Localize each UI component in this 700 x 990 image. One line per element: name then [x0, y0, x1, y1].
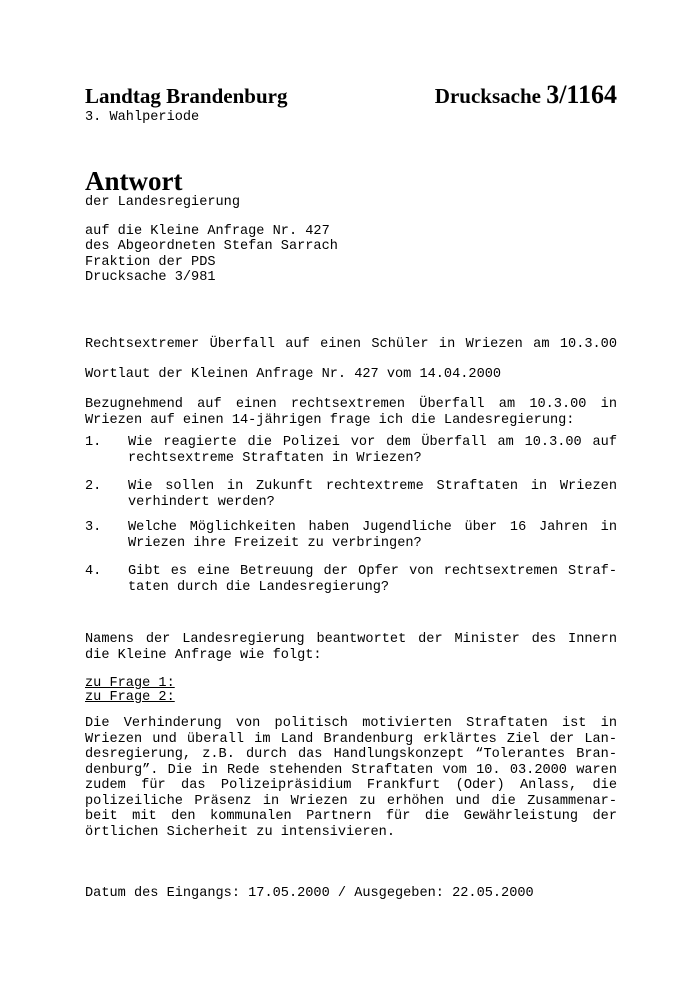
legislative-period: 3. Wahlperiode: [85, 110, 200, 125]
question-text: Welche Möglichkeiten haben Jugendliche über 16 Jahren in: [128, 520, 617, 535]
answer-row: Wriezen und überall im Land Brandenburg erklärtes Ziel der Lan-: [85, 731, 617, 747]
receipt-footer: Datum des Eingangs: 17.05.2000 / Ausgegeben: 22.05.2000: [85, 886, 534, 901]
drucksache-reference: [435, 82, 617, 109]
answer-intro-row: die Kleine Anfrage wie folgt:: [85, 647, 322, 663]
question-text: Wriezen ihre Freizeit zu verbringen?: [128, 535, 422, 551]
answer-intro-row: Namens der Landesregierung beantwortet der Minister des Innern: [85, 632, 617, 647]
answer-row: Die Verhinderung von politisch motivierten Straftaten ist in: [85, 716, 617, 731]
answer-row: desregierung, z.B. durch das Handlungskonzept “Tolerantes Bran-: [85, 747, 617, 762]
preamble-row: Bezugnehmend auf einen rechtsextremen Überfall am 10.3.00 in: [85, 397, 617, 412]
document-type-title: Antwort: [85, 166, 183, 196]
answer-reference: zu Frage 1:: [85, 676, 175, 691]
answer-row: örtlichen Sicherheit zu intensivieren.: [85, 824, 395, 840]
document-page: [85, 0, 617, 990]
question-number: 2.: [85, 479, 102, 494]
subject-line: Rechtsextremer Überfall auf einen Schüler in Wriezen am 10.3.00: [85, 337, 617, 352]
question-text: Wie reagierte die Polizei vor dem Überfall am 10.3.00 auf: [128, 435, 617, 450]
drucksache-label: Drucksache: [434, 84, 541, 108]
answer-reference: zu Frage 2:: [85, 690, 175, 705]
question-text: verhindert werden?: [128, 494, 275, 510]
intro-line: der Landesregierung: [85, 195, 240, 210]
parliament-name: Landtag Brandenburg: [85, 84, 288, 108]
answer-row: zudem für das Polizeipräsidium Frankfurt (Oder) Anlass, die: [85, 778, 617, 793]
question-text: taten durch die Landesregierung?: [128, 579, 390, 595]
intro-line: des Abgeordneten Stefan Sarrach: [85, 239, 338, 254]
preamble-row: Wriezen auf einen 14-jährigen frage ich die Landesregierung:: [85, 412, 575, 428]
answer-intro: [85, 632, 617, 663]
answer-body: [85, 716, 617, 840]
answer-row: denburg”. Die in Rede stehenden Straftaten vom 10. 03.2000 waren: [85, 762, 617, 778]
question-number: 4.: [85, 564, 102, 579]
question-number: 1.: [85, 435, 102, 450]
drucksache-number: 3/1164: [546, 80, 617, 109]
question-text: Wie sollen in Zukunft rechtextreme Straftaten in Wriezen: [128, 479, 617, 494]
question-text: Gibt es eine Betreuung der Opfer von rechtsextremen Straf-: [128, 564, 617, 579]
answer-row: polizeiliche Präsenz in Wriezen zu erhöhen und die Zusammenar-: [85, 793, 617, 809]
question-number: 3.: [85, 520, 102, 535]
intro-line: Fraktion der PDS: [85, 255, 216, 270]
preamble: [85, 397, 617, 428]
intro-line: auf die Kleine Anfrage Nr. 427: [85, 224, 330, 239]
answer-row: beit mit den kommunalen Partnern für die Gewährleistung der: [85, 809, 617, 824]
intro-line: Drucksache 3/981: [85, 270, 216, 285]
wording-title: Wortlaut der Kleinen Anfrage Nr. 427 vom 14.04.2000: [85, 367, 502, 382]
question-text: rechtsextreme Straftaten in Wriezen?: [128, 450, 422, 466]
